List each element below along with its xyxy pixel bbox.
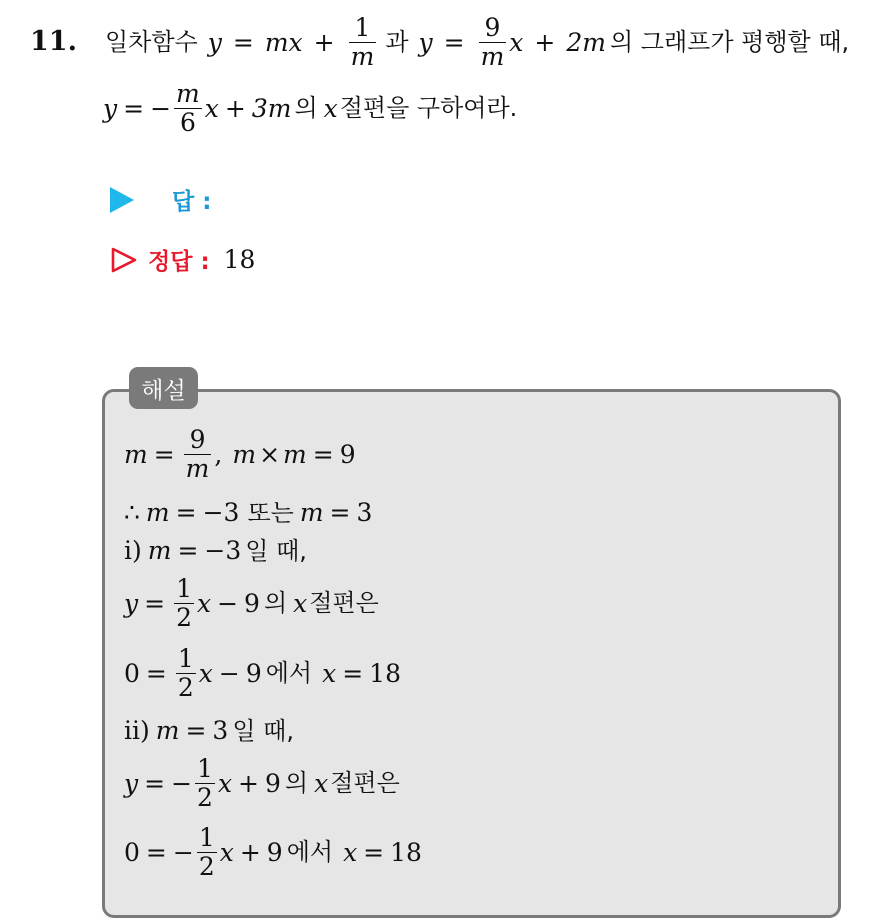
question-line-2: y = − $\frac{m}{6}$ x + 3m 의 x 절편을 구하여라. [103,79,518,137]
question-line-1: 일차함수 y = mx + $\frac{1}{m}$ 과 y = $\frac{9}{m}$ x + 2m 의 그래프가 평행할 때, [105,13,850,71]
outline-triangle-icon [110,246,138,274]
solution-line-5: 0 = $\frac{1}{2}$ x − 9 에서 x = 18 [124,644,401,702]
question-number: 11. [30,26,77,57]
solution-line-7: y = − $\frac{1}{2}$ x + 9 의 x 절편은 [124,754,400,812]
answer-label: 답 : [172,189,212,215]
solution-line-3: i) m = −3 일 때, [124,536,307,565]
play-triangle-icon [110,187,134,213]
fraction-9-over-m: $\frac{9}{m}$ [480,13,505,71]
fraction-m-over-6: $\frac{m}{6}$ [176,79,200,137]
solution-line-4: y = $\frac{1}{2}$ x − 9 의 x 절편은 [124,574,379,632]
solution-tab: 해설 [129,367,198,409]
answer-row [110,183,225,216]
solution-line-8: 0 = − $\frac{1}{2}$ x + 9 에서 x = 18 [124,823,422,881]
solution-line-6: ii) m = 3 일 때, [124,716,294,745]
correct-answer-value: 18 [223,245,256,274]
correct-answer-label: 정답 : [148,249,210,275]
correct-answer-row [110,243,255,276]
solution-line-1: m = $\frac{9}{m}$ , m × m = 9 [124,425,356,483]
solution-line-2: ∴ m = −3 또는 m = 3 [124,498,373,527]
fraction-1-over-m: $\frac{1}{m}$ [350,13,375,71]
